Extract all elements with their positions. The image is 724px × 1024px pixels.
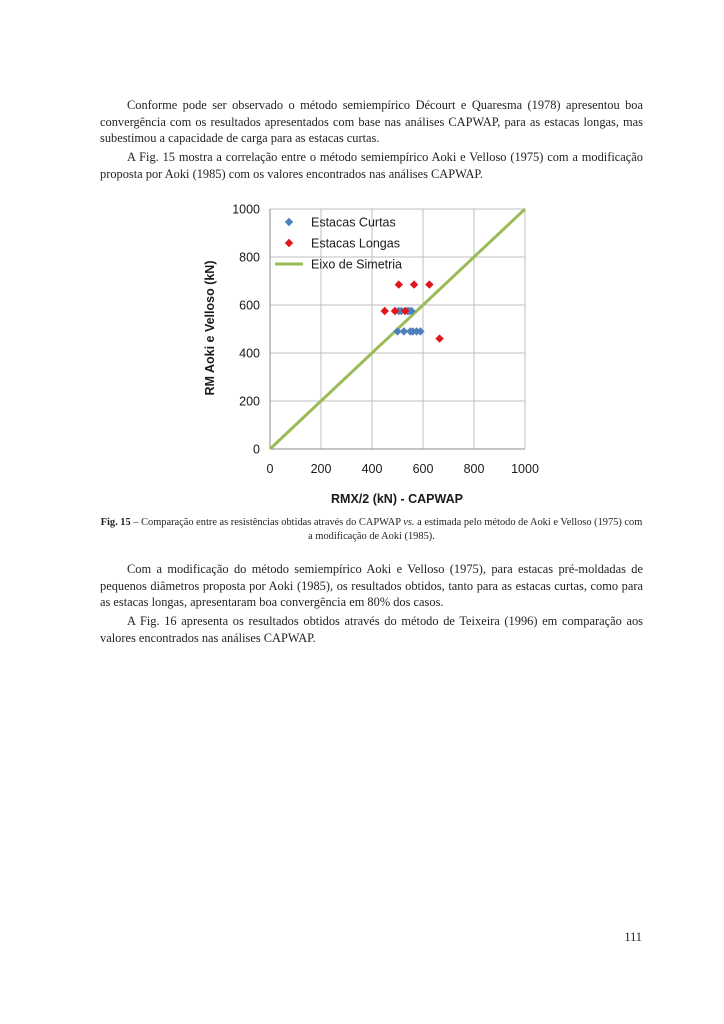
- paragraph-4-text: A Fig. 16 apresenta os resultados obtidos através do método de Teixeira (1996) em comparação aos valores encontrados nas análises CAPWAP.: [100, 614, 643, 645]
- legend-label: Eixo de Simetria: [311, 257, 403, 272]
- paragraph-3: [100, 561, 643, 611]
- y-tick-label: 1000: [232, 202, 260, 217]
- paragraph-4: [100, 613, 643, 646]
- y-axis-label: RM Aoki e Velloso (kN): [203, 260, 217, 396]
- figure-caption: [100, 516, 643, 544]
- point-estacas-longas: [435, 334, 443, 342]
- y-tick-label: 200: [239, 394, 260, 409]
- paragraph-1-text: Conforme pode ser observado o método semiempírico Décourt e Quaresma (1978) apresentou boa convergência com os resultados apresentados com base nas análises CAPWAP, para as estacas longas, mas subestimou a capacidade de carga para as estacas curtas.: [100, 98, 643, 145]
- legend-label: Estacas Curtas: [311, 215, 396, 230]
- y-tick-label: 600: [239, 298, 260, 313]
- x-tick-label: 0: [266, 462, 274, 476]
- caption-text-after: a estimada pelo método de Aoki e Velloso (1975) com a modificação de Aoki (1985).: [308, 517, 643, 542]
- point-estacas-longas: [395, 280, 403, 288]
- legend-marker: [285, 239, 293, 247]
- x-tick-label: 600: [412, 462, 434, 476]
- x-axis-label: RMX/2 (kN) - CAPWAP: [331, 492, 463, 506]
- scatter-chart: [200, 197, 550, 509]
- caption-label: Fig. 15: [100, 517, 131, 528]
- chart-legend: [275, 216, 402, 272]
- paragraph-3-text: Com a modificação do método semiempírico Aoki e Velloso (1975), para estacas pré-moldadas de pequenos diâmetros proposta por Aoki (1985), os resultados obtidos, tanto para as estacas curtas, como para as estacas longas, apresentaram boa convergência em 80% dos casos.: [100, 562, 643, 609]
- legend-marker: [285, 218, 293, 226]
- y-tick-label: 800: [239, 250, 260, 265]
- x-tick-label: 800: [463, 462, 485, 476]
- figure-15: [200, 197, 550, 509]
- caption-vs: vs.: [403, 517, 415, 528]
- x-tick-label: 400: [361, 462, 383, 476]
- page-number: 111: [624, 930, 642, 944]
- paragraph-2-text: A Fig. 15 mostra a correlação entre o método semiempírico Aoki e Velloso (1975) com a modificação proposta por Aoki (1985) com os valores encontrados nas análises CAPWAP.: [100, 150, 643, 181]
- y-tick-label: 400: [239, 346, 260, 361]
- paragraph-1: [100, 97, 643, 147]
- x-tick-label: 1000: [511, 462, 539, 476]
- paragraph-2: [100, 149, 643, 182]
- x-tick-label: 200: [310, 462, 332, 476]
- point-estacas-longas: [410, 280, 418, 288]
- point-estacas-longas: [381, 307, 389, 315]
- y-tick-label: 0: [253, 442, 260, 457]
- point-estacas-longas: [425, 280, 433, 288]
- caption-text-before: – Comparação entre as resistências obtidas através do CAPWAP: [130, 517, 404, 528]
- legend-label: Estacas Longas: [311, 236, 400, 251]
